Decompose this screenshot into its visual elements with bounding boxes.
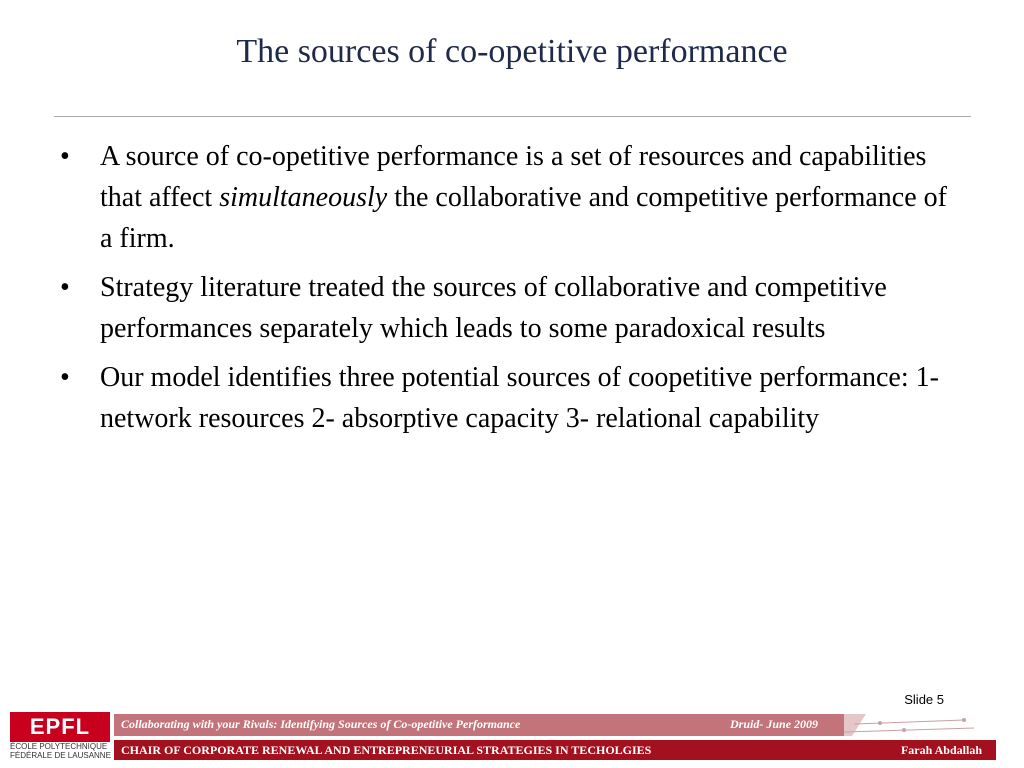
footer-presentation-title: Collaborating with your Rivals: Identifying Sources of Co-opetitive Performance [121, 717, 521, 731]
footer-author: Farah Abdallah [900, 743, 982, 757]
bullet-list [54, 136, 954, 447]
bullet-item-2 [54, 267, 954, 349]
bullet-text: Our model identifies three potential sources of coopetitive performance: 1- network resources 2- absorptive capacity 3- relational capability [100, 362, 939, 434]
logo-line-1: ÉCOLE POLYTECHNIQUE [10, 742, 108, 751]
epfl-logo-wordmark: EPFL [29, 714, 91, 739]
bullet-marker: • [60, 362, 70, 393]
bullet-marker: • [60, 141, 70, 172]
epfl-logo-mark [10, 712, 110, 742]
logo-line-2: FÉDÉRALE DE LAUSANNE [10, 751, 111, 760]
footer-chair-name: CHAIR OF CORPORATE RENEWAL AND ENTREPRENEURIAL STRATEGIES IN TECHOLGIES [121, 743, 652, 757]
bullet-marker: • [60, 272, 70, 303]
bullet-emphasis: simultaneously [219, 182, 388, 213]
slide-title: The sources of co-opetitive performance [236, 33, 788, 70]
bullet-text: Strategy literature treated the sources of collaborative and competitive performances separately which leads to some paradoxical results [100, 272, 887, 344]
epfl-logo [10, 712, 110, 762]
bullet-text-part: the collaborative and competitive performance of a firm. [100, 182, 947, 254]
slide-number: Slide 5 [904, 692, 944, 707]
title-divider [54, 116, 971, 117]
bullet-item-1 [54, 136, 954, 259]
bullet-item-3 [54, 357, 954, 439]
decorative-lines [844, 712, 984, 742]
footer-date: Druid- June 2009 [730, 717, 819, 731]
bullet-text-part: A source of co-opetitive performance is a set of resources and capabilities that affect [100, 141, 927, 213]
